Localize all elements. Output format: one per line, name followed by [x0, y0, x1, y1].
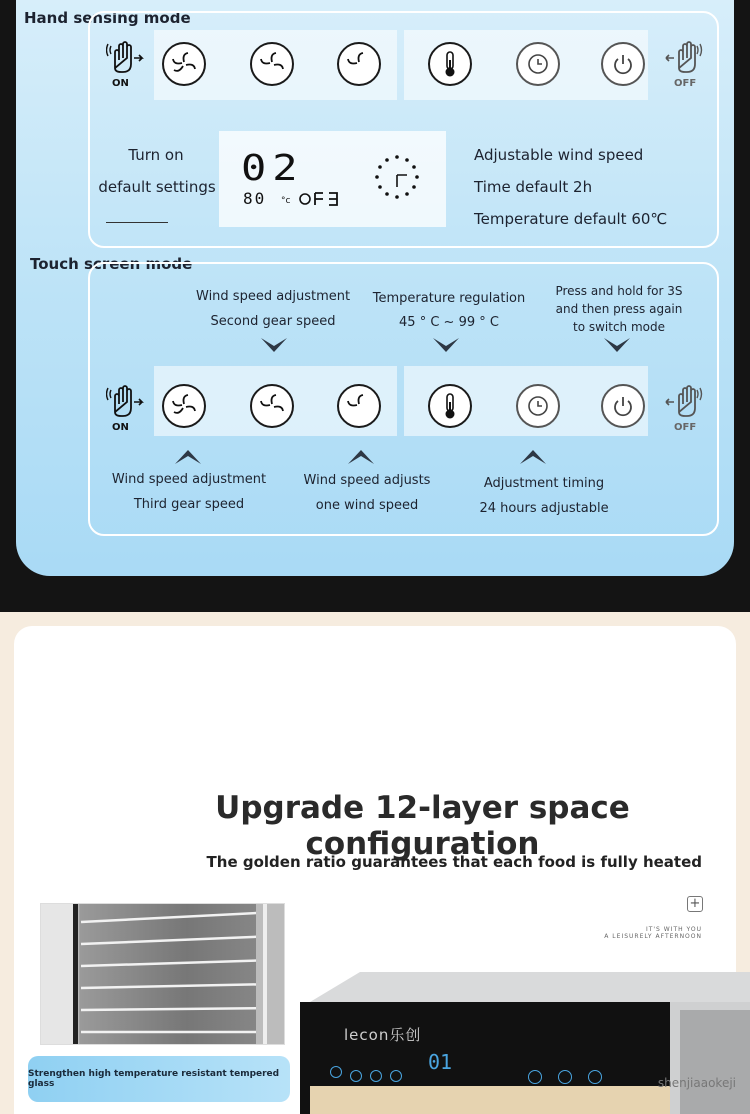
promo-subheadline: The golden ratio guarantees that each food is fully heated: [206, 853, 702, 871]
watermark: shenjiaaokeji: [657, 1076, 736, 1090]
lcd-indicators: [279, 189, 359, 209]
note-second-gear-2: Second gear speed: [210, 314, 336, 329]
fan-icon: [171, 51, 197, 77]
info-wind-speed: Adjustable wind speed: [474, 146, 644, 164]
tray-closeup-image: [40, 903, 285, 1045]
device-fan-3-button[interactable]: [350, 1070, 362, 1082]
fan-icon: [346, 393, 372, 419]
chevron-up-icon: [518, 446, 548, 466]
touch-mode-title: Touch screen mode: [30, 255, 193, 273]
note-third-gear-1: Wind speed adjustment: [111, 472, 267, 487]
chevron-up-icon: [173, 446, 203, 466]
lcd-small-digits: 80: [243, 189, 267, 208]
section-divider: [0, 576, 750, 612]
turn-on-text-1: Turn on: [128, 146, 184, 164]
device-temperature-button[interactable]: [528, 1070, 542, 1084]
device-timer-button[interactable]: [558, 1070, 572, 1084]
temperature-button[interactable]: [428, 384, 472, 428]
on-label: ON: [112, 422, 129, 433]
hand-mode-title: Hand sensing mode: [24, 9, 191, 27]
touch-off-indicator: [664, 382, 704, 434]
note-power-1: Press and hold for 3S: [555, 284, 683, 298]
note-timing-2: 24 hours adjustable: [479, 501, 609, 516]
touch-on-indicator: [106, 382, 146, 434]
note-temperature-1: Temperature regulation: [372, 291, 526, 306]
timer-button[interactable]: [516, 42, 560, 86]
device-power-button[interactable]: [588, 1070, 602, 1084]
turn-on-text-2: default settings: [98, 178, 216, 196]
promo-headline: Upgrade 12-layer space configuration: [215, 790, 630, 862]
hand-wave-icon: [106, 38, 146, 76]
device-hand-icon[interactable]: [330, 1066, 342, 1078]
fan-speed-1-button[interactable]: [337, 384, 381, 428]
fan-icon: [259, 51, 285, 77]
note-second-gear-1: Wind speed adjustment: [196, 289, 351, 304]
note-timing-1: Adjustment timing: [483, 476, 605, 491]
fan-speed-3-button[interactable]: [162, 42, 206, 86]
fan-speed-1-button[interactable]: [337, 42, 381, 86]
note-power-2: and then press again: [555, 302, 683, 316]
hand-wave-icon: [664, 38, 704, 76]
clock-dial-icon: [369, 149, 425, 205]
chevron-down-icon: [431, 336, 461, 356]
divider-line: [106, 222, 168, 223]
off-label: OFF: [674, 78, 697, 89]
chevron-down-icon: [259, 336, 289, 356]
note-one-wind-1: Wind speed adjusts: [303, 473, 431, 488]
fan-icon: [171, 393, 197, 419]
thermometer-icon: [439, 392, 461, 420]
fan-speed-2-button[interactable]: [250, 384, 294, 428]
tagline: [604, 926, 702, 940]
brand-logo: lecon乐创: [344, 1026, 422, 1044]
device-lcd: 01: [428, 1050, 453, 1074]
clock-icon: [525, 51, 551, 77]
tray-lines: [41, 904, 285, 1045]
chevron-up-icon: [346, 446, 376, 466]
plus-icon[interactable]: +: [687, 896, 703, 912]
power-icon: [610, 51, 636, 77]
lcd-digits: 02: [241, 146, 304, 189]
chevron-down-icon: [602, 336, 632, 356]
power-button[interactable]: [601, 384, 645, 428]
note-temperature-2: 45 ° C ~ 99 ° C: [399, 315, 499, 330]
off-label: OFF: [674, 422, 697, 433]
tagline-line-1: IT'S WITH YOU: [645, 926, 702, 933]
hand-on-indicator: [106, 38, 146, 90]
clock-icon: [525, 393, 551, 419]
on-label: ON: [112, 78, 129, 89]
note-power-3: to switch mode: [572, 320, 665, 334]
hand-wave-icon: [664, 382, 704, 420]
fan-icon: [259, 393, 285, 419]
hand-off-indicator: [664, 38, 704, 90]
tagline-line-2: A LEISURELY AFTERNOON: [604, 933, 702, 940]
hand-wave-icon: [106, 382, 146, 420]
timer-button[interactable]: [516, 384, 560, 428]
device-fan-2-button[interactable]: [370, 1070, 382, 1082]
note-one-wind-2: one wind speed: [315, 498, 419, 513]
fan-speed-2-button[interactable]: [250, 42, 294, 86]
fan-speed-3-button[interactable]: [162, 384, 206, 428]
power-icon: [610, 393, 636, 419]
info-time-default: Time default 2h: [474, 178, 593, 196]
device-fan-1-button[interactable]: [390, 1070, 402, 1082]
info-temperature-default: Temperature default 60℃: [474, 210, 668, 228]
glass-caption: Strengthen high temperature resistant tempered glass: [28, 1056, 290, 1102]
fan-icon: [346, 51, 372, 77]
lcd-display: [219, 131, 446, 227]
dehydrator-image: [300, 970, 750, 1114]
note-third-gear-2: Third gear speed: [133, 497, 245, 512]
svg-text:°c: °c: [281, 196, 291, 206]
thermometer-icon: [439, 50, 461, 78]
power-button[interactable]: [601, 42, 645, 86]
temperature-button[interactable]: [428, 42, 472, 86]
